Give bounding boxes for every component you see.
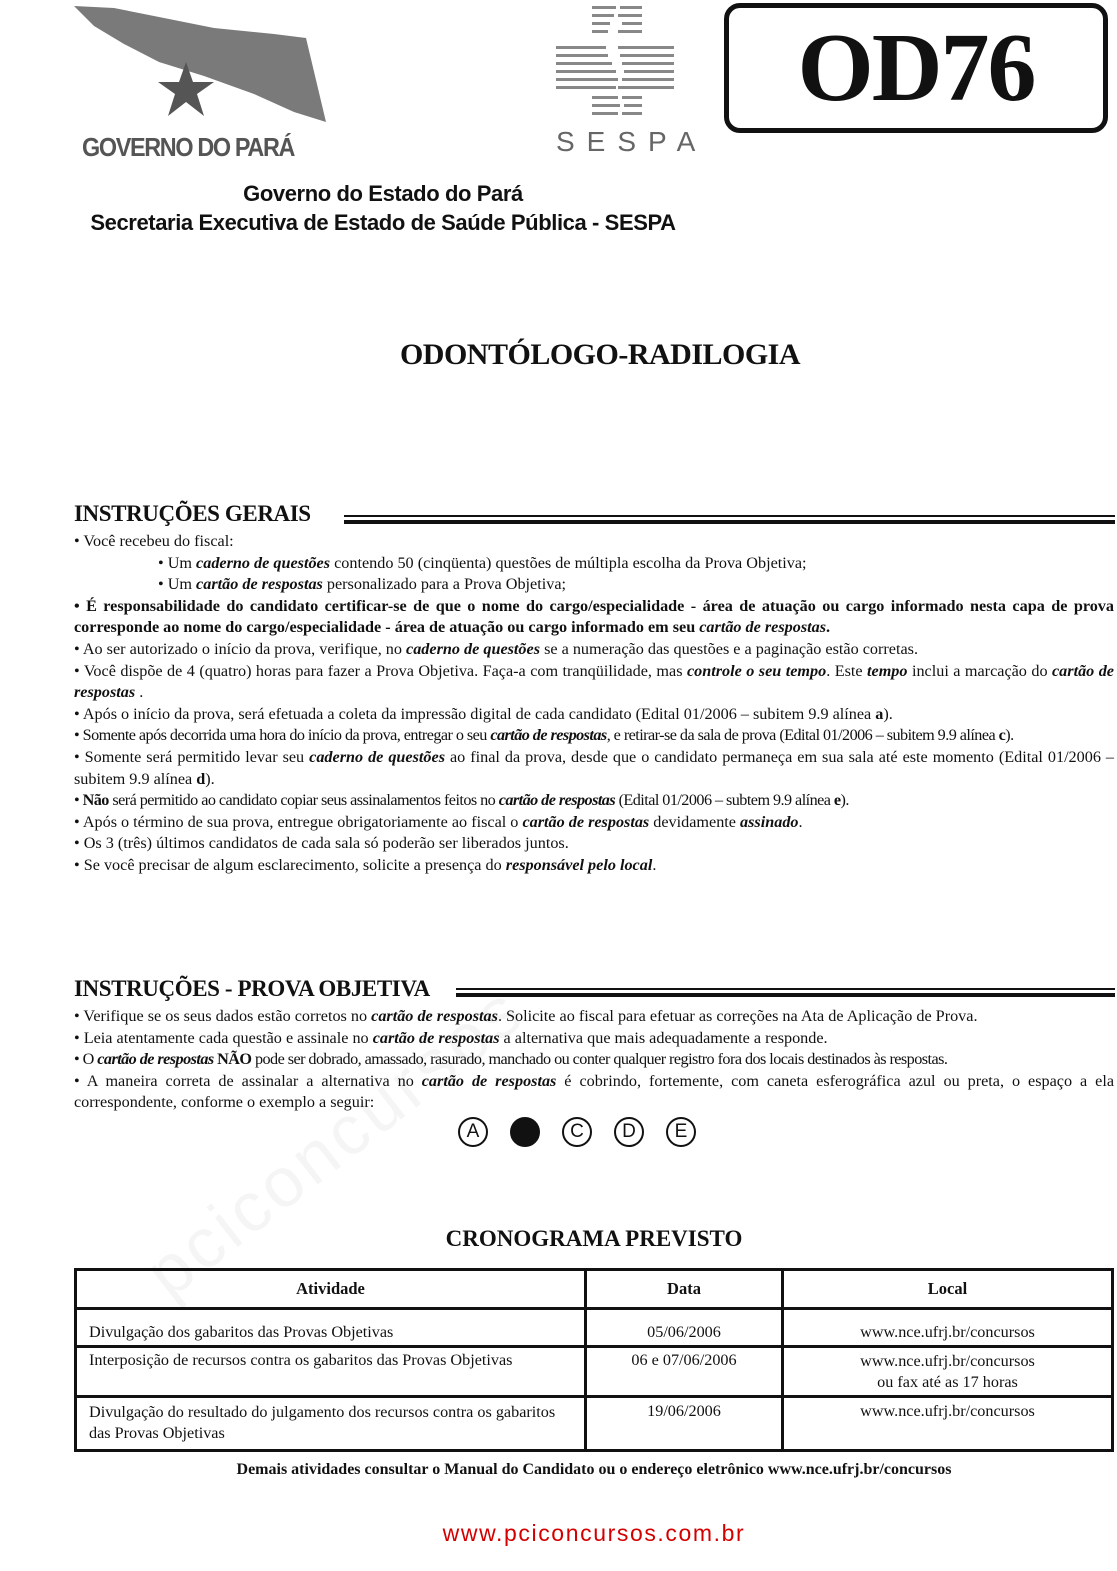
local-cell bbox=[783, 1309, 1113, 1347]
text-run: • Se você precisar de algum esclarecimento, solicite a presença do bbox=[74, 855, 506, 874]
text-run: d bbox=[196, 769, 206, 788]
text-run: • Somente será permitido levar seu bbox=[74, 747, 310, 766]
text-run: (Edital 01/2006 – subtem 9.9 alínea bbox=[615, 791, 834, 810]
column-header: Data bbox=[586, 1270, 783, 1309]
text-run: • Após o término de sua prova, entregue obrigatoriamente ao fiscal o bbox=[74, 812, 523, 831]
instruction-item bbox=[74, 725, 1114, 747]
text-run: • Você recebeu do fiscal: bbox=[74, 532, 234, 550]
text-run: assinado bbox=[740, 812, 799, 831]
instruction-item bbox=[74, 790, 1114, 812]
instruction-item bbox=[74, 1028, 1114, 1050]
text-run: ). bbox=[1005, 726, 1014, 745]
governo-do-para-logo bbox=[74, 4, 330, 164]
general-instructions-heading bbox=[74, 501, 311, 527]
text-run: • Após o início da prova, será efetuada a coleta da impressão digital de cada candidato (Edital 01/2006 – subitem 9.9 alínea bbox=[74, 704, 876, 723]
general-instructions-list bbox=[74, 531, 1114, 877]
instruction-item bbox=[74, 704, 1114, 726]
text-run: caderno de questões bbox=[196, 553, 331, 572]
instruction-item bbox=[74, 639, 1114, 661]
text-run: Não bbox=[82, 791, 109, 810]
column-header: Atividade bbox=[76, 1270, 586, 1309]
activity-cell: Divulgação do resultado do julgamento dos recursos contra os gabaritos das Provas Objetivas bbox=[76, 1397, 586, 1451]
date-cell: 06 e 07/06/2006 bbox=[586, 1347, 783, 1397]
text-run: contendo 50 (cinqüenta) questões de múltipla escolha da Prova Objetiva; bbox=[330, 553, 807, 572]
text-run: • Somente após decorrida uma hora do início da prova, entregar o seu bbox=[74, 726, 491, 745]
local-cell bbox=[783, 1347, 1113, 1397]
answer-bubble-e: E bbox=[666, 1117, 696, 1147]
text-run: . bbox=[798, 812, 803, 831]
table-row bbox=[76, 1309, 1113, 1347]
page-title: ODONTÓLOGO-RADILOGIA bbox=[399, 338, 801, 371]
table-header-row bbox=[76, 1270, 1113, 1309]
instruction-item bbox=[74, 855, 1114, 877]
instruction-item bbox=[74, 661, 1114, 704]
site-link[interactable]: www.pciconcursos.com.br bbox=[442, 1520, 746, 1546]
instruction-item bbox=[74, 812, 1114, 834]
text-run: ). bbox=[883, 704, 893, 723]
instruction-item bbox=[74, 833, 1114, 855]
instruction-item bbox=[74, 747, 1114, 790]
text-run: . bbox=[135, 683, 144, 702]
text-run: • O bbox=[74, 1050, 98, 1069]
objective-instructions-heading bbox=[74, 976, 430, 1002]
answer-bubble-b bbox=[510, 1117, 540, 1147]
text-run: . Este bbox=[826, 661, 868, 680]
text-run: cartão de respostas bbox=[372, 1028, 500, 1047]
instruction-item bbox=[74, 531, 1114, 553]
text-run: . bbox=[826, 618, 831, 637]
schedule-heading: CRONOGRAMA PREVISTO bbox=[445, 1226, 743, 1251]
answer-bubble-a: A bbox=[458, 1117, 488, 1147]
instruction-item bbox=[74, 1071, 1114, 1114]
text-run: ao final da prova, desde que o candidato permaneça em sua sala até este momento (Edital 01/2006 – subitem 9.9 alínea bbox=[74, 747, 1115, 788]
exam-code: OD76 bbox=[724, 3, 1108, 133]
answer-example-bubbles bbox=[458, 1117, 696, 1147]
date-cell: 19/06/2006 bbox=[586, 1397, 783, 1451]
text-run: • É responsabilidade do candidato certificar-se de que o nome do cargo/especialidade - área de atuação ou cargo informado nesta capa de prova corresponde ao nome do cargo/especialidade - área de atuação ou cargo informado em seu bbox=[74, 596, 1114, 637]
text-run: pode ser dobrado, amassado, rasurado, manchado ou conter qualquer registro fora dos locais destinados às respostas. bbox=[251, 1050, 948, 1069]
objective-instructions-list bbox=[74, 1006, 1114, 1114]
text-run: cartão de respostas bbox=[371, 1007, 498, 1025]
text-run: devidamente bbox=[649, 812, 741, 831]
text-run: cartão de respostas bbox=[196, 575, 323, 594]
text-run: c bbox=[998, 726, 1006, 745]
text-run: cartão de respostas bbox=[74, 661, 1114, 702]
text-run: cartão de respostas bbox=[421, 1071, 557, 1090]
para-map-star-icon bbox=[74, 4, 330, 124]
text-run: tempo bbox=[867, 661, 908, 680]
text-run: NÃO bbox=[217, 1050, 252, 1069]
sespa-cross-icon bbox=[556, 4, 676, 122]
answer-bubble-d: D bbox=[614, 1117, 644, 1147]
local-cell bbox=[783, 1397, 1113, 1451]
text-run: será permitido ao candidato copiar seus assinalamentos feitos no bbox=[108, 791, 499, 810]
text-run: cartão de respostas bbox=[522, 812, 650, 831]
text-run: se a numeração das questões e a paginação estão corretas. bbox=[540, 639, 918, 658]
local-text: www.nce.ufrj.br/concursos bbox=[860, 1323, 1035, 1341]
instruction-item bbox=[74, 1006, 1114, 1028]
org-line-2: Secretaria Executiva de Estado de Saúde Pública - SESPA bbox=[90, 210, 676, 235]
section-heading-text: INSTRUÇÕES - PROVA OBJETIVA bbox=[74, 976, 430, 1001]
text-run: cartão de respostas bbox=[498, 791, 616, 810]
text-run: responsável pelo local bbox=[505, 855, 653, 874]
local-text: www.nce.ufrj.br/concursos bbox=[860, 1352, 1035, 1370]
text-run: • A maneira correta de assinalar a alternativa no bbox=[74, 1071, 422, 1090]
local-text: www.nce.ufrj.br/concursos bbox=[860, 1402, 1035, 1420]
schedule-footnote: Demais atividades consultar o Manual do Candidato ou o endereço eletrônico www.nce.ufrj.br/concursos bbox=[236, 1461, 952, 1478]
text-run: cartão de respostas bbox=[699, 618, 827, 637]
text-run: • Um bbox=[158, 553, 197, 572]
text-run: . bbox=[652, 855, 657, 874]
text-run: cartão de respostas bbox=[97, 1050, 214, 1069]
text-run: e bbox=[833, 791, 841, 810]
text-run: • Um bbox=[158, 575, 197, 594]
text-run: caderno de questões bbox=[309, 747, 445, 766]
activity-cell: Divulgação dos gabaritos das Provas Objetivas bbox=[76, 1309, 586, 1347]
sespa-logo bbox=[556, 4, 708, 164]
text-run: • Os 3 (três) últimos candidatos de cada sala só poderão ser liberados juntos. bbox=[74, 834, 569, 853]
org-line-1: Governo do Estado do Pará bbox=[243, 181, 523, 206]
text-run: • Leia atentamente cada questão e assinale no bbox=[74, 1028, 373, 1047]
text-run: a bbox=[875, 704, 884, 723]
table-row bbox=[76, 1397, 1113, 1451]
text-run: • bbox=[74, 791, 83, 810]
text-run: ). bbox=[840, 791, 849, 810]
instruction-item bbox=[74, 1049, 1114, 1071]
governo-logo-text: GOVERNO DO PARÁ bbox=[82, 132, 295, 162]
text-run: • Você dispõe de 4 (quatro) horas para fazer a Prova Objetiva. Faça-a com tranqüilidade, mas bbox=[74, 661, 687, 680]
activity-cell: Interposição de recursos contra os gabaritos das Provas Objetivas bbox=[76, 1347, 586, 1397]
text-run: cartão de respostas bbox=[490, 726, 607, 745]
text-run: • Verifique se os seus dados estão corretos no bbox=[74, 1007, 372, 1025]
table-row bbox=[76, 1347, 1113, 1397]
instruction-item bbox=[74, 553, 1114, 575]
text-run: personalizado para a Prova Objetiva; bbox=[322, 575, 567, 594]
answer-bubble-c: C bbox=[562, 1117, 592, 1147]
date-cell: 05/06/2006 bbox=[586, 1309, 783, 1347]
sespa-logo-text: SESPA bbox=[556, 126, 708, 157]
text-run: • Ao ser autorizado o início da prova, verifique, no bbox=[74, 639, 407, 658]
text-run: controle o seu tempo bbox=[686, 661, 827, 680]
section-divider bbox=[456, 988, 1115, 997]
text-run: . Solicite ao fiscal para efetuar as correções na Ata de Aplicação de Prova. bbox=[497, 1007, 978, 1025]
local-note: ou fax até as 17 horas bbox=[877, 1373, 1018, 1391]
instruction-item bbox=[74, 574, 1114, 596]
column-header: Local bbox=[783, 1270, 1113, 1309]
text-run: a alternativa que mais adequadamente a responde. bbox=[499, 1028, 828, 1047]
section-heading-text: INSTRUÇÕES GERAIS bbox=[74, 501, 311, 526]
section-divider bbox=[344, 515, 1115, 524]
schedule-table bbox=[74, 1268, 1114, 1452]
text-run: caderno de questões bbox=[406, 639, 541, 658]
instruction-item bbox=[74, 596, 1114, 639]
text-run: é cobrindo, fortemente, com caneta esferográfica azul ou preta, o espaço a ela correspondente, conforme o exemplo a seguir: bbox=[74, 1071, 1115, 1112]
text-run: ). bbox=[205, 769, 215, 788]
text-run: inclui a marcação do bbox=[907, 661, 1052, 680]
text-run: , e retirar-se da sala de prova (Edital 01/2006 – subitem 9.9 alínea bbox=[606, 726, 999, 745]
